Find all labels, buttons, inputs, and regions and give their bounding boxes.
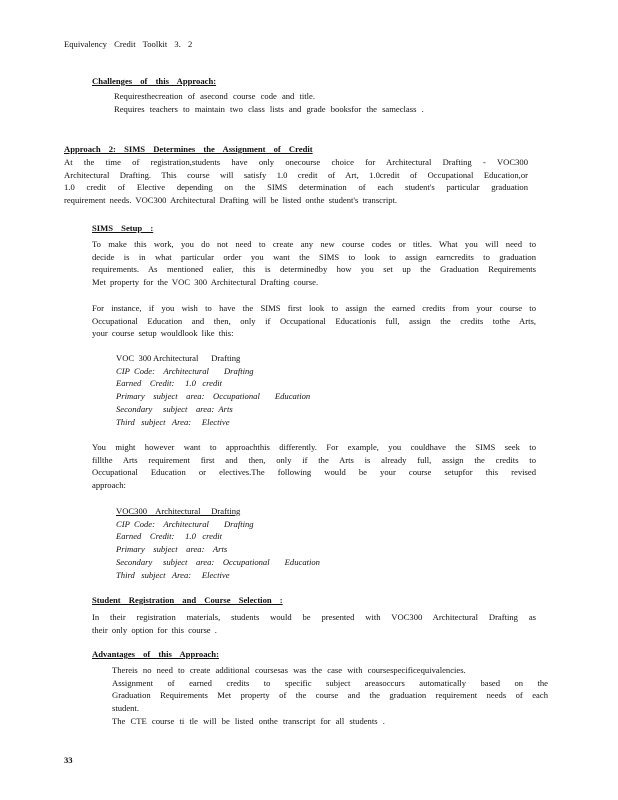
registration-paragraph: [92, 611, 536, 636]
list-item: [96, 715, 548, 728]
example-row: Third subject Area: Elective: [116, 416, 230, 427]
challenges-heading: Challenges of this Approach:: [92, 76, 217, 86]
paragraph-line: your course setup wouldlook like this:: [92, 328, 234, 339]
example-row: Earned Credit: 1.0 credit: [116, 378, 223, 389]
approach2-paragraph: [64, 156, 528, 207]
example-course-title: VOC 300 Architectural Drafting: [116, 353, 241, 363]
paragraph-line: Occupational Education or electives.The following would be your course setupfor this revised: [92, 467, 536, 478]
list-item: [98, 103, 528, 116]
list-item: [96, 664, 548, 677]
paragraph-line: approach:: [92, 480, 126, 491]
example-row: Earned Credit: 1.0 credit: [116, 531, 223, 542]
course-setup-example-1: [116, 352, 310, 428]
example-row: Primary subject area: Arts: [116, 544, 228, 555]
example-row: Third subject Area: Elective: [116, 569, 230, 580]
page-number: 33: [64, 755, 73, 765]
example-row: CIP Code: Architectural Drafting: [116, 518, 254, 529]
paragraph-line: Met property for the VOC 300 Architectural Drafting course.: [92, 277, 319, 288]
list-item-text: Requiresthecreation of asecond course code and title.: [114, 91, 316, 101]
list-item-text: student.: [112, 703, 139, 714]
paragraph-line: 1.0 credit of Elective depending on the SIMS determination of each student's particular graduation: [64, 182, 528, 193]
paragraph-line: For instance, if you wish to have the SIMS first look to assign the earned credits from your course to: [92, 303, 536, 313]
list-item-text: Graduation Requirements Met property of the course and the graduation requirement needs of each: [112, 690, 548, 701]
paragraph-line: You might however want to approachthis differently. For example, you couldhave the SIMS seek to: [92, 442, 536, 452]
registration-heading: Student Registration and Course Selection :: [92, 595, 283, 605]
example-course-title: VOC300 Architectural Drafting: [116, 506, 241, 516]
example-row: CIP Code: Architectural Drafting: [116, 365, 254, 376]
paragraph-line: requirement needs. VOC300 Architectural Drafting will be listed onthe student's transcript.: [64, 195, 398, 206]
list-item-text: Thereis no need to create additional coursesas was the case with coursespecificequivalencies.: [112, 665, 466, 675]
paragraph-line: their only option for this course .: [92, 624, 217, 635]
example-row: Secondary subject area: Arts: [116, 403, 233, 414]
page-header: Equivalency Credit Toolkit 3. 2: [64, 39, 193, 49]
list-item-text: The CTE course ti tle will be listed onthe transcript for all students .: [112, 715, 385, 726]
paragraph-line: Architectural Drafting. This course will satisfy 1.0 credit of Art, 1.0credit of Occupational Education,or: [64, 169, 528, 180]
paragraph-line: requirements. As mentioned ealier, this is determinedby how you set up the Graduation Requirements: [92, 264, 536, 275]
paragraph-line: In their registration materials, students would be presented with VOC300 Architectural Drafting as: [92, 612, 536, 622]
paragraph-line: Occupational Education and then, only if Occupational Educationis full, assign the credits tothe Arts,: [92, 315, 536, 326]
list-item-text: Requires teachers to maintain two class lists and grade booksfor the sameclass .: [114, 103, 424, 114]
paragraph-line: To make this work, you do not need to create any new course codes or titles. What you will need to: [92, 239, 536, 249]
list-item: [96, 677, 548, 715]
advantages-heading: Advantages of this Approach:: [92, 649, 219, 659]
advantages-list: [96, 664, 548, 728]
sims-setup-paragraph-2: [92, 302, 536, 340]
paragraph-line: fillthe Arts requirement first and then, only if the Arts is already full, assign the credits to: [92, 454, 536, 465]
course-setup-example-2: [116, 505, 320, 581]
sims-setup-heading: SIMS Setup :: [92, 223, 154, 233]
sims-setup-paragraph-3: [92, 441, 536, 492]
paragraph-line: At the time of registration,students have only onecourse choice for Architectural Drafting - VOC300: [64, 157, 528, 167]
sims-setup-paragraph-1: [92, 238, 536, 289]
list-item-text: Assignment of earned credits to specific subject areasoccurs automatically based on the: [112, 677, 548, 688]
approach2-heading: Approach 2: SIMS Determines the Assignment of Credit: [64, 144, 313, 154]
example-row: Primary subject area: Occupational Education: [116, 391, 311, 402]
list-item: [98, 90, 528, 103]
paragraph-line: decide is in what particular order you want the SIMS to look to assign earncredits to graduation: [92, 251, 536, 262]
example-row: Secondary subject area: Occupational Education: [116, 556, 320, 567]
challenges-list: [98, 90, 528, 115]
